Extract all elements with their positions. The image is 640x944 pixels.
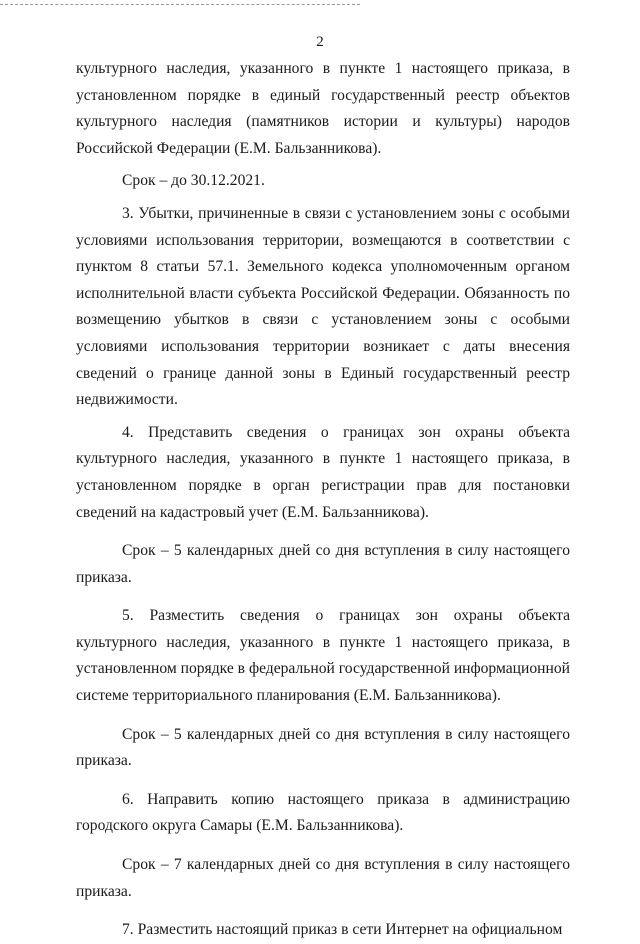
paragraph-item-5: 5. Разместить сведения о границах зон охраны объекта культурного наследия, указанного в пункте 1 настоящего приказа, в установленном порядке в федеральной государственной информационной системе территориального планирования (Е.М. Бальзанникова). — [76, 607, 570, 705]
paragraph-deadline: Срок – до 30.12.2021. — [122, 172, 265, 190]
paragraph-deadline: Срок – 7 календарных дней со дня вступления в силу настоящего приказа. — [76, 856, 570, 900]
paragraph-deadline: Срок – 5 календарных дней со дня вступления в силу настоящего приказа. — [76, 542, 570, 586]
paragraph-item-3: 3. Убытки, причиненные в связи с установлением зоны с особыми условиями использования территории, возмещаются в соответствии с пунктом 8 статьи 57.1. Земельного кодекса уполномоченным органом исполнительной власти субъекта Российской Федерации. Обязанность по возмещению убытков в связи с установлением зоны с особыми условиями использования территории возникает с даты внесения сведений о границе данной зоны в Единый государственный реестр недвижимости. — [76, 204, 570, 409]
paragraph-item-6: 6. Направить копию настоящего приказа в администрацию городского округа Самары (Е.М. Бальзанникова). — [76, 790, 570, 835]
paragraph-item-4: 4. Представить сведения о границах зон охраны объекта культурного наследия, указанного в пункте 1 настоящего приказа, в установленном порядке в орган регистрации прав для постановки сведений на кадастровый учет (Е.М. Бальзанникова). — [76, 423, 570, 521]
scan-header-line — [0, 4, 360, 6]
paragraph-deadline: Срок – 5 календарных дней со дня вступления в силу настоящего приказа. — [76, 725, 570, 770]
paragraph-item-7: 7. Разместить настоящий приказ в сети Интернет на официальном — [122, 921, 563, 939]
document-body — [76, 56, 570, 944]
page-number: 2 — [316, 34, 324, 50]
paragraph-continuation: культурного наследия, указанного в пункте 1 настоящего приказа, в установленном порядке в единый государственный реестр объектов культурного наследия (памятников истории и культуры) народов Российской Федерации (Е.М. Бальзанникова). — [76, 60, 570, 157]
